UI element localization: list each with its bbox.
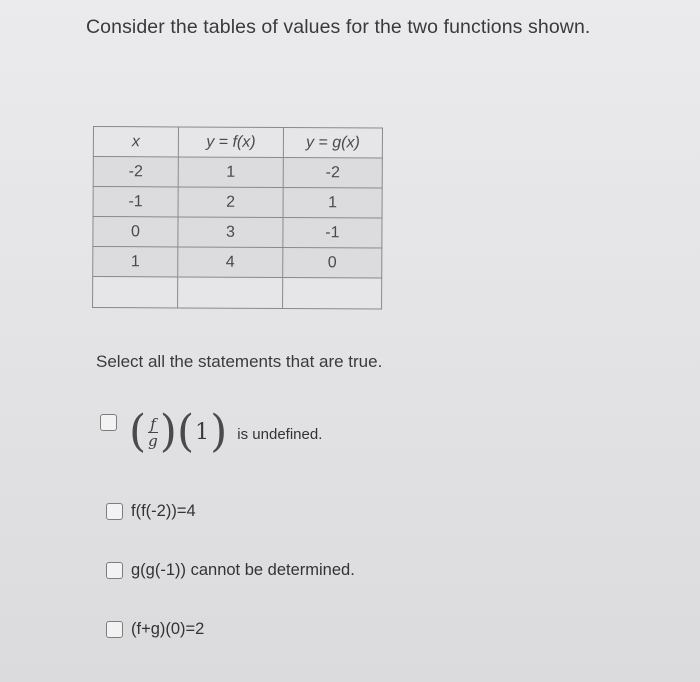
fraction	[148, 416, 158, 449]
table-header-row	[93, 127, 382, 159]
table-row	[93, 247, 382, 279]
cell-f	[178, 277, 283, 309]
header-x: x	[93, 127, 178, 157]
option-3-checkbox[interactable]	[106, 562, 123, 579]
cell-x	[93, 277, 178, 308]
cell-f: 4	[178, 247, 283, 278]
cell-g: -2	[283, 157, 382, 188]
cell-f: 3	[178, 217, 283, 248]
option-4[interactable]	[106, 620, 204, 639]
option-2-checkbox[interactable]	[106, 503, 123, 520]
right-paren-glyph: )	[210, 406, 228, 457]
cell-f: 2	[178, 187, 283, 218]
table-row	[93, 157, 382, 189]
cell-g: 1	[283, 187, 382, 218]
instructions-text: Select all the statements that are true.	[96, 352, 383, 371]
question-prompt: Consider the tables of values for the two functions shown.	[86, 16, 591, 38]
left-paren-glyph: (	[176, 406, 195, 457]
fraction-numerator: f	[150, 414, 156, 433]
cell-x: 0	[93, 217, 178, 247]
table-row-empty	[93, 277, 382, 310]
cell-x: -2	[93, 157, 178, 187]
option-4-checkbox[interactable]	[106, 621, 123, 638]
function-argument: 1	[195, 419, 210, 445]
right-paren-glyph: )	[159, 406, 177, 457]
option-1[interactable]	[100, 406, 323, 457]
option-1-label: is undefined.	[237, 425, 323, 443]
header-g: y = g(x)	[283, 127, 382, 158]
values-table	[92, 126, 383, 310]
option-4-label: (f+g)(0)=2	[131, 620, 205, 638]
left-paren-glyph: (	[129, 406, 147, 457]
header-f: y = f(x)	[178, 127, 283, 158]
option-2[interactable]	[106, 502, 196, 521]
fraction-denominator: g	[148, 431, 158, 450]
option-3[interactable]	[106, 561, 355, 580]
table-row	[93, 187, 382, 219]
cell-g: 0	[283, 247, 382, 278]
cell-g	[283, 277, 382, 309]
cell-g: -1	[283, 217, 382, 248]
option-1-checkbox[interactable]	[100, 414, 117, 431]
cell-f: 1	[178, 157, 283, 188]
cell-x: 1	[93, 247, 178, 277]
option-3-label: g(g(-1)) cannot be determined.	[131, 561, 355, 579]
values-table-container	[92, 126, 383, 310]
cell-x: -1	[93, 187, 178, 217]
option-2-label: f(f(-2))=4	[131, 502, 196, 520]
table-row	[93, 217, 382, 249]
option-1-math-expression	[129, 406, 228, 457]
